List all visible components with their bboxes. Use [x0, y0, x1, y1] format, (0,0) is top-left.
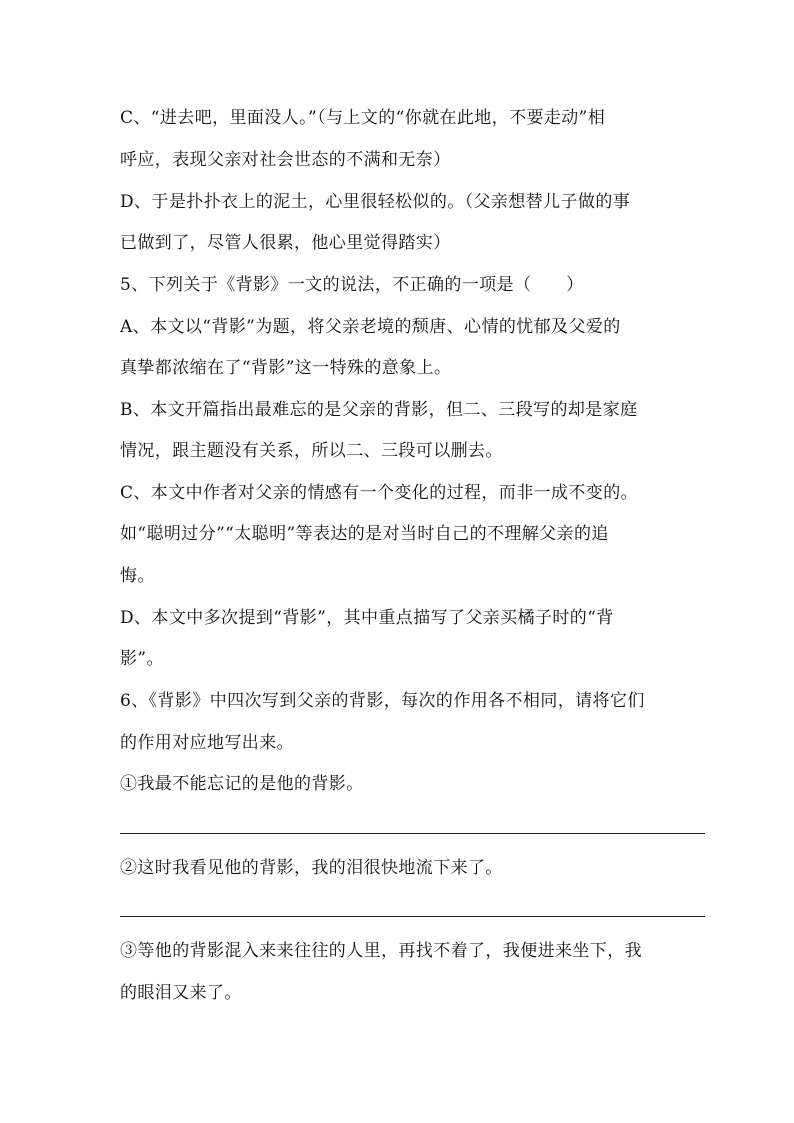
q6-item-3-line1: ③等他的背影混入来来往往的人里，再找不着了，我便进来坐下，我 [120, 941, 642, 961]
q5-option-d-line2: 影”。 [120, 649, 164, 669]
q4-option-d-line1: D、于是扑扑衣上的泥土，心里很轻松似的。（父亲想替儿子做的事 [120, 192, 631, 212]
q5-option-a-line1: A、本文以“背影”为题，将父亲老境的颓唐、心情的忧郁及父爱的 [120, 317, 621, 337]
q6-item-3-line2: 的眼泪又来了。 [120, 983, 242, 1003]
q4-option-d-line2: 已做到了，尽管人很累，他心里觉得踏实） [120, 233, 451, 253]
q6-item-2: ②这时我看见他的背影，我的泪很快地流下来了。 [120, 858, 503, 878]
q6-item-2-answer-line[interactable] [120, 916, 705, 917]
q6-item-1: ①我最不能忘记的是他的背影。 [120, 774, 364, 794]
q5-option-b-line1: B、本文开篇指出最难忘的是父亲的背影，但二、三段写的却是家庭 [120, 400, 638, 420]
q5-option-c-line1: C、本文中作者对父亲的情感有一个变化的过程，而非一成不变的。 [120, 483, 639, 503]
question-6-stem-line1: 6、《背影》中四次写到父亲的背影，每次的作用各不相同，请将它们 [120, 691, 645, 711]
q4-option-c-line1: C、“进去吧，里面没人。”（与上文的“你就在此地，不要走动”相 [120, 108, 606, 128]
question-5-stem: 5、下列关于《背影》一文的说法，不正确的一项是（ ） [120, 275, 584, 295]
q4-option-c-line2: 呼应，表现父亲对社会世态的不满和无奈） [120, 150, 451, 170]
q5-option-d-line1: D、本文中多次提到“背影”，其中重点描写了父亲买橘子时的“背 [120, 608, 614, 628]
q5-option-c-line3: 悔。 [120, 566, 155, 586]
q5-option-b-line2: 情况，跟主题没有关系，所以二、三段可以删去。 [120, 441, 503, 461]
q6-item-1-answer-line[interactable] [120, 833, 705, 834]
q5-option-c-line2: 如“聪明过分”“太聪明”等表达的是对当时自己的不理解父亲的追 [120, 524, 609, 544]
question-6-stem-line2: 的作用对应地写出来。 [120, 733, 294, 753]
q5-option-a-line2: 真挚都浓缩在了“背影”这一特殊的意象上。 [120, 358, 452, 378]
